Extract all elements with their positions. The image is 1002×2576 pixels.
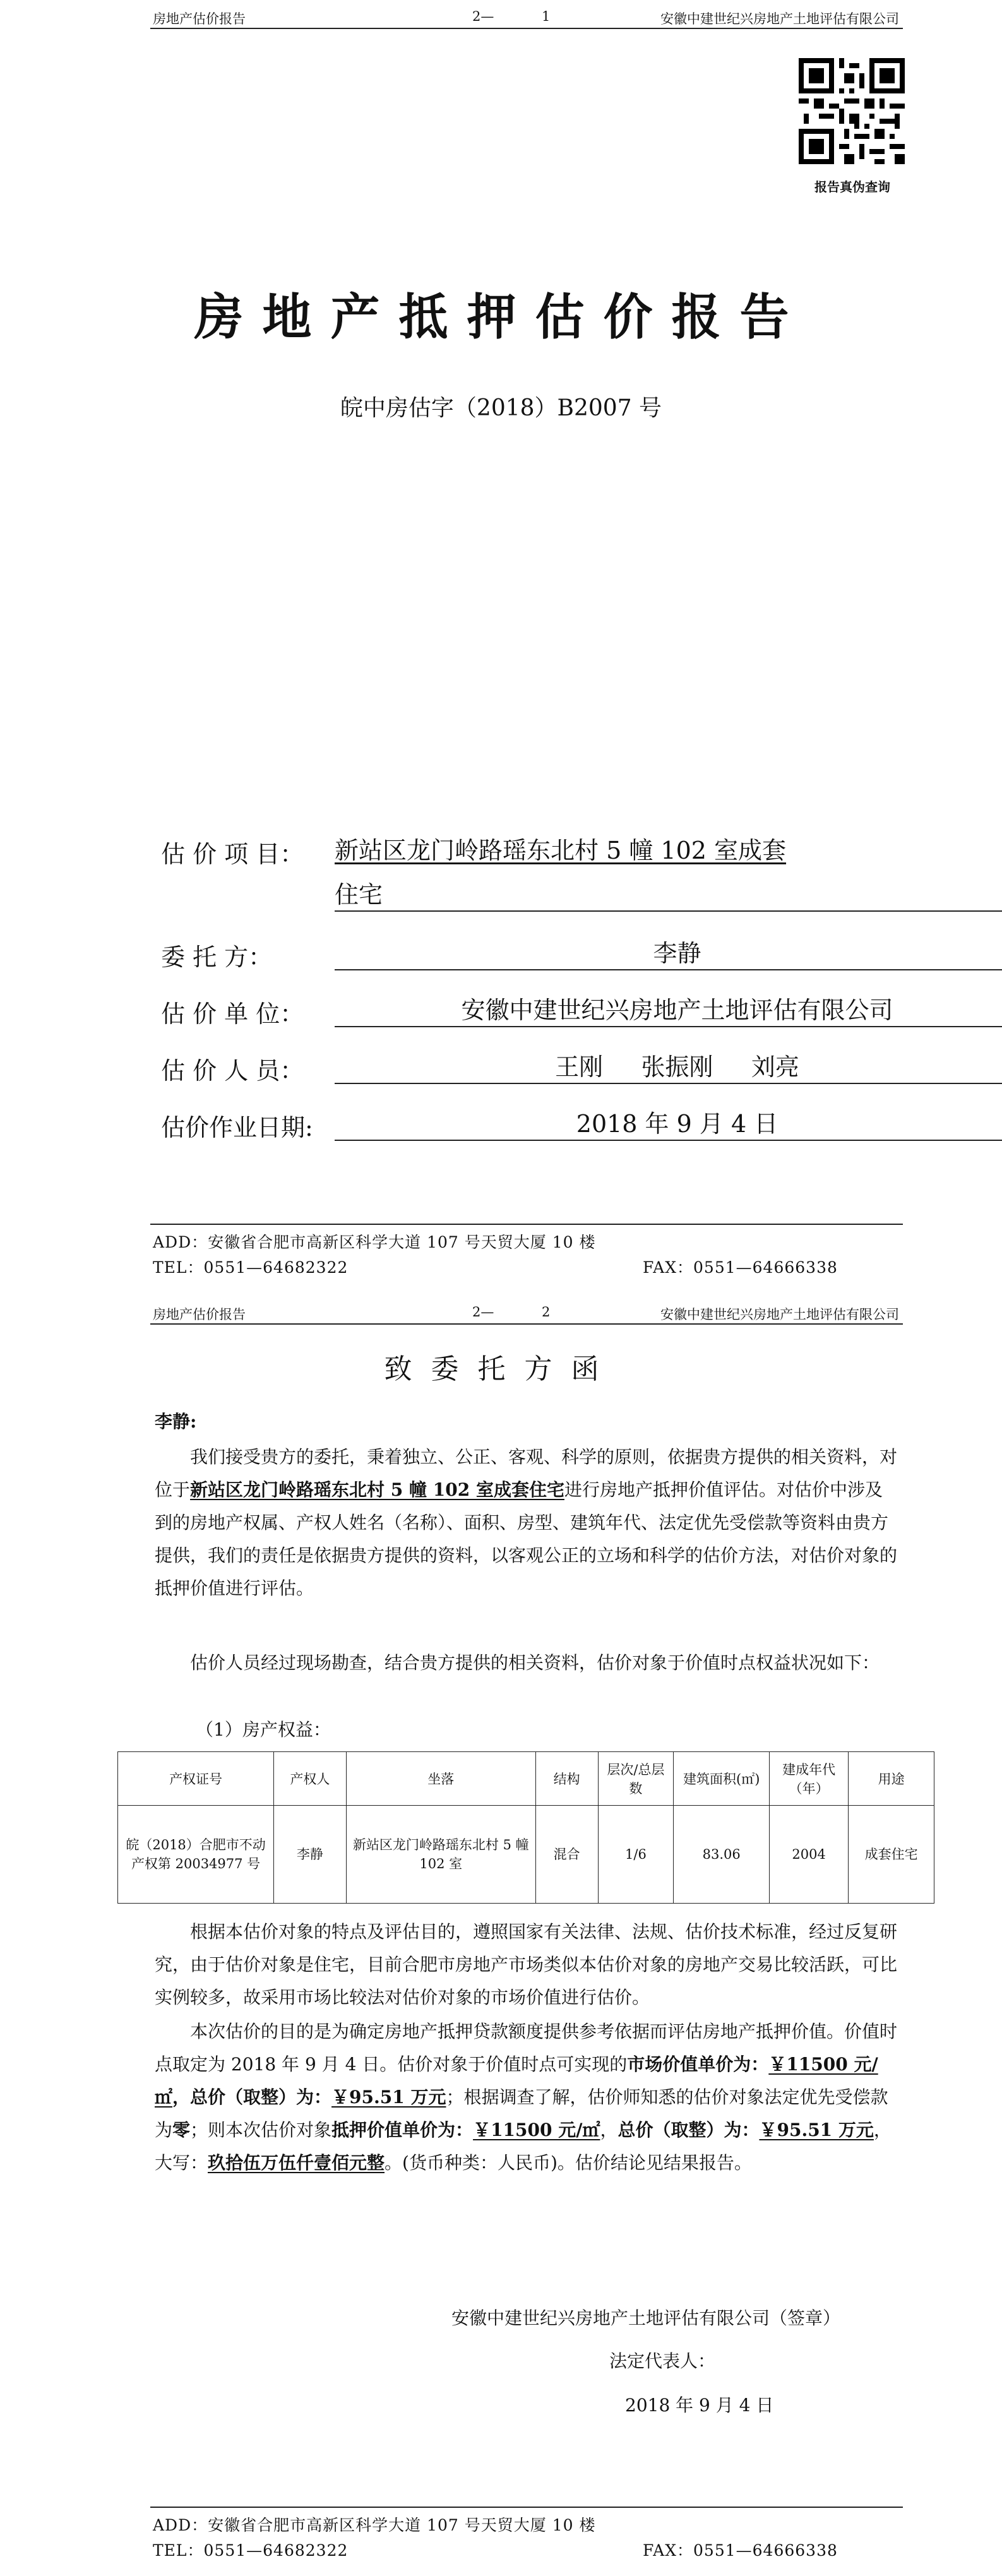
p4-market-unit-label: 市场价值单价为：	[627, 2054, 769, 2075]
letter-paragraph-3: 根据本估价对象的特点及评估目的，遵照国家有关法律、法规、估价技术标准，经过反复研究，由于估价对象是住宅，目前合肥市房地产市场类似本估价对象的房地产交易比较活跃，可比实例较多，故采用市场比较法对估价对象的市场价值进行估价。	[155, 1921, 898, 2008]
table-header-row	[118, 1752, 934, 1806]
header-right: 安徽中建世纪兴房地产土地评估有限公司	[660, 1307, 899, 1322]
header-right: 安徽中建世纪兴房地产土地评估有限公司	[660, 11, 899, 27]
field-appraiser-company-value: 安徽中建世纪兴房地产土地评估有限公司	[335, 994, 1002, 1027]
sign-company: 安徽中建世纪兴房地产土地评估有限公司（签章）	[451, 2308, 841, 2329]
page-footer	[150, 2507, 903, 2560]
td-location: 新站区龙门岭路瑶东北村 5 幢 102 室	[346, 1806, 535, 1904]
footer-address: ADD：安徽省合肥市高新区科学大道 107 号天贸大厦 10 楼	[153, 2516, 596, 2534]
field-project-value-line1: 新站区龙门岭路瑶东北村 5 幢 102 室成套	[335, 837, 787, 864]
p4-amount-in-words: 玖拾伍万伍仟壹佰元整	[208, 2152, 385, 2173]
td-certificate: 皖（2018）合肥市不动产权第 20034977 号	[118, 1806, 274, 1904]
th-area: 建筑面积(㎡)	[674, 1752, 770, 1806]
field-project-value-line2: 住宅	[335, 879, 1002, 912]
field-date-label: 估价作业日期:	[161, 1114, 313, 1142]
header-left: 房地产估价报告	[153, 11, 246, 27]
field-client-label: 委 托 方：	[161, 943, 273, 971]
p4-mortgage-unit-label: 抵押价值单价为：	[331, 2120, 474, 2140]
td-floors: 1/6	[598, 1806, 674, 1904]
field-client-value: 李静	[335, 938, 1002, 970]
th-owner: 产权人	[274, 1752, 347, 1806]
letter-title: 致委托方函	[384, 1353, 618, 1385]
footer-tel: TEL：0551—64682322	[153, 2541, 349, 2560]
p4-comma: ，	[600, 2120, 618, 2140]
td-area: 83.06	[674, 1806, 770, 1904]
sub-heading-rights: （1）房产权益：	[196, 1719, 331, 1740]
field-date-value: 2018 年 9 月 4 日	[335, 1108, 1002, 1141]
sign-date: 2018 年 9 月 4 日	[625, 2395, 774, 2416]
footer-fax: FAX：0551—64666338	[643, 1258, 838, 1277]
header-left: 房地产估价报告	[153, 1307, 246, 1322]
header-page-number: 2	[542, 1304, 551, 1320]
th-year: 建成年代（年）	[770, 1752, 849, 1806]
p4-priority-amount: 零	[172, 2120, 191, 2140]
letter-paragraph-4	[155, 2015, 900, 2179]
footer-address: ADD：安徽省合肥市高新区科学大道 107 号天贸大厦 10 楼	[153, 1233, 596, 1251]
p4-text-p: 。(货币种类：人民币)。估价结论见结果报告。	[385, 2152, 752, 2173]
letter-paragraph-1	[155, 1441, 900, 1605]
property-rights-table	[117, 1751, 934, 1904]
p4-market-total-label: ，总价（取整）为：	[172, 2087, 332, 2108]
field-appraisers-label: 估 价 人 员：	[161, 1057, 304, 1085]
th-floors: 层次/总层数	[598, 1752, 674, 1806]
page-footer	[150, 1224, 903, 1277]
td-structure: 混合	[535, 1806, 598, 1904]
p4-mortgage-total-label: 总价（取整）为：	[617, 2120, 760, 2140]
footer-tel: TEL：0551—64682322	[153, 1258, 349, 1277]
letter-paragraph-2: 估价人员经过现场勘查，结合贵方提供的相关资料，估价对象于价值时点权益状况如下：	[190, 1652, 880, 1673]
letter-page	[0, 1296, 1002, 2576]
p4-market-unit-price: ￥11500 元/㎡	[155, 2054, 878, 2108]
header-page-number: 1	[542, 9, 551, 24]
p1-text: 我们接受贵方的委托，秉着独立、公正、客观、科学的原则，依据贵方提供的相关资料，对位于	[155, 1446, 898, 1500]
page-header	[150, 1304, 903, 1325]
td-usage: 成套住宅	[849, 1806, 934, 1904]
letter-salutation: 李静:	[155, 1411, 197, 1432]
p4-text-h: ；则本次估价对象	[190, 2120, 332, 2140]
p4-mortgage-total-price: ￥95.51 万元	[759, 2120, 874, 2140]
document-number: 皖中房估字（2018）B2007 号	[340, 395, 662, 421]
p4-text-f: ；根据调查了解，估价师知悉的估价对象法定优先受偿款为	[155, 2087, 888, 2140]
table-row	[118, 1806, 934, 1904]
p1-text-rest: 进行房地产抵押价值评估。对估价中涉及到的房地产权属、产权人姓名（名称）、面积、房型、建筑年代、法定优先受偿款等资料由贵方提供，我们的责任是依据贵方提供的资料，以客观公正的立场和科学的估价方法，对估价对象的抵押价值进行评估。	[155, 1479, 898, 1599]
p4-market-total-price: ￥95.51 万元	[331, 2087, 446, 2108]
header-page-prefix: 2—	[472, 1304, 494, 1320]
field-appraisers-value: 王刚 张振刚 刘亮	[335, 1051, 1002, 1084]
field-project-label: 估 价 项 目：	[161, 840, 304, 868]
p4-text-a: 本次估价的目的是为确定房地产抵押贷款额度提供参考依据而评估房地产抵押价值。价值时点取定为 2018 年 9 月 4 日。估价对象于价值时点可实现的	[155, 2021, 898, 2075]
page-header	[150, 9, 903, 29]
report-title: 房地产抵押估价报告	[194, 289, 808, 346]
th-certificate: 产权证号	[118, 1752, 274, 1806]
td-owner: 李静	[274, 1806, 347, 1904]
th-location: 坐落	[346, 1752, 535, 1806]
footer-fax: FAX：0551—64666338	[643, 2541, 838, 2560]
qr-caption: 报告真伪查询	[814, 179, 890, 194]
th-usage: 用途	[849, 1752, 934, 1806]
th-structure: 结构	[535, 1752, 598, 1806]
p1-property-address: 新站区龙门岭路瑶东北村 5 幢 102 室成套住宅	[190, 1479, 564, 1500]
qr-code-icon[interactable]	[799, 58, 905, 164]
p4-mortgage-unit-price: ￥11500 元/㎡	[473, 2120, 600, 2140]
sign-legal-rep: 法定代表人：	[609, 2351, 716, 2371]
field-appraiser-company-label: 估 价 单 位：	[161, 1000, 304, 1028]
p4-text-n: ，大写：	[155, 2120, 892, 2173]
header-page-prefix: 2—	[472, 9, 494, 24]
td-year: 2004	[770, 1806, 849, 1904]
